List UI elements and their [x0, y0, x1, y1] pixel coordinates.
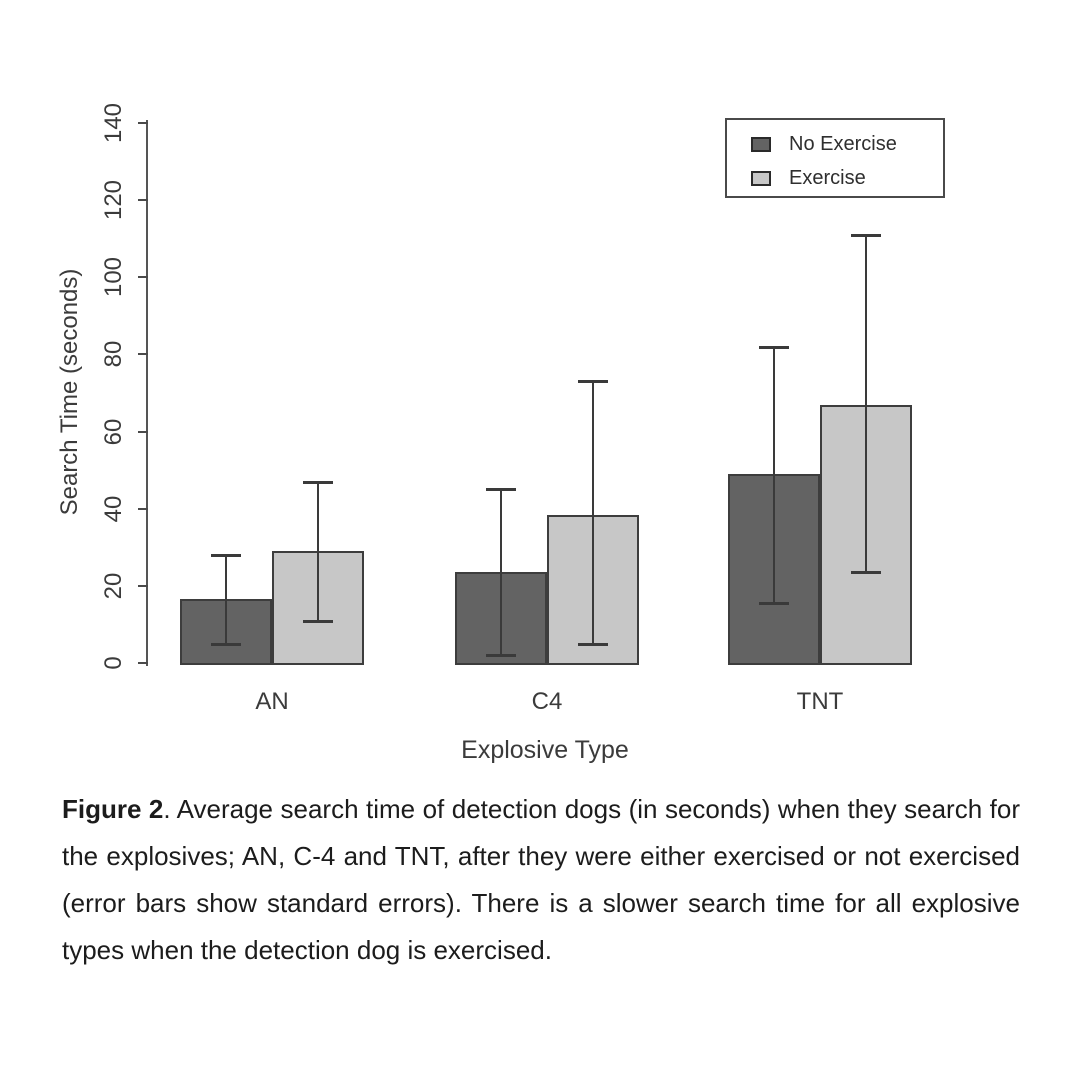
y-tick: [138, 431, 148, 433]
legend-swatch-exercise: [751, 171, 771, 186]
figure-caption: [62, 786, 1020, 974]
y-tick-label: 0: [100, 656, 127, 670]
x-tick-label-tnt: TNT: [796, 688, 844, 715]
y-tick: [138, 353, 148, 355]
error-bar-line: [225, 555, 227, 644]
error-bar-cap-top: [303, 481, 333, 484]
y-tick: [138, 662, 148, 664]
y-tick-label: 140: [100, 102, 127, 144]
figure-caption-label: Figure 2: [62, 794, 164, 824]
y-tick-label: 20: [100, 572, 127, 600]
y-axis-title: Search Time (seconds): [56, 268, 83, 516]
error-bar-cap-bottom: [759, 602, 789, 605]
x-tick-label-c4: C4: [531, 688, 563, 715]
y-tick: [138, 199, 148, 201]
error-bar-cap-bottom: [851, 571, 881, 574]
legend-row-exercise: [751, 167, 943, 190]
error-bar-cap-top: [211, 554, 241, 557]
y-tick-label: 100: [100, 257, 127, 298]
y-tick: [138, 276, 148, 278]
legend-label-exercise: Exercise: [789, 167, 866, 189]
error-bar-cap-top: [486, 488, 516, 491]
y-tick-label: 80: [100, 341, 127, 368]
error-bar-cap-top: [851, 234, 881, 237]
legend-label-no-exercise: No Exercise: [789, 133, 897, 155]
x-axis-title: Explosive Type: [461, 736, 629, 764]
legend: [725, 118, 945, 198]
legend-swatch-no-exercise: [751, 137, 771, 152]
error-bar-cap-bottom: [486, 654, 516, 657]
error-bar-cap-bottom: [578, 643, 608, 646]
x-tick-label-an: AN: [255, 688, 289, 715]
legend-row-no-exercise: [751, 133, 943, 156]
y-tick-label: 60: [100, 418, 127, 445]
y-tick: [138, 508, 148, 510]
error-bar-cap-top: [578, 380, 608, 383]
y-tick-label: 40: [100, 495, 127, 523]
figure-caption-text: . Average search time of detection dogs (in seconds) when they search for the explosives; AN, C-4 and TNT, after they were either exercised or not exercised (error bars show standard errors). There is a slower search time for all explosive types when the detection dog is exercised.: [62, 794, 1020, 965]
error-bar-cap-top: [759, 346, 789, 349]
error-bar-line: [317, 482, 319, 621]
error-bar-line: [500, 489, 502, 655]
y-tick: [138, 585, 148, 587]
y-tick-label: 120: [100, 180, 127, 221]
error-bar-line: [773, 347, 775, 604]
error-bar-cap-bottom: [303, 620, 333, 623]
error-bar-cap-bottom: [211, 643, 241, 646]
error-bar-line: [592, 381, 594, 643]
y-tick: [138, 122, 148, 124]
error-bar-line: [865, 235, 867, 573]
